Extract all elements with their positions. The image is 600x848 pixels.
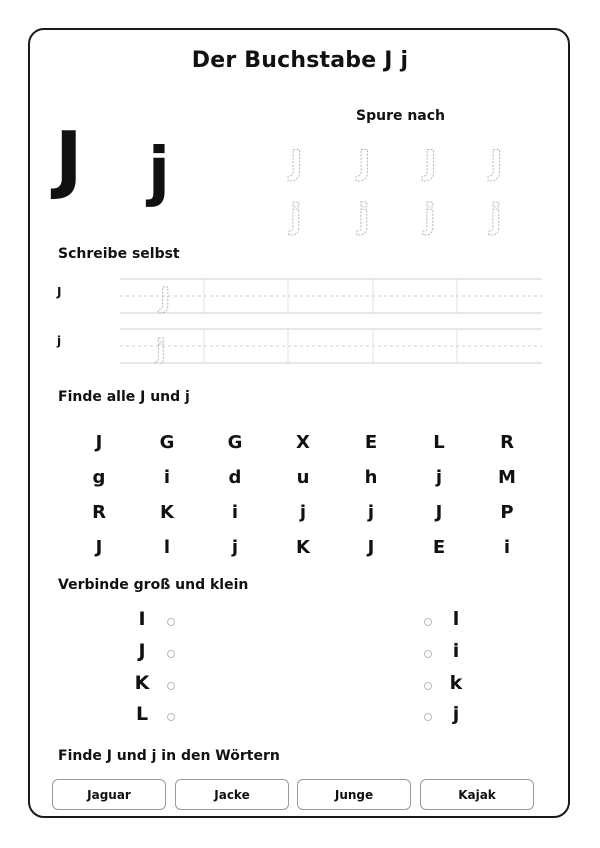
write-example-lower: j xyxy=(156,333,166,364)
svg-text:J: J xyxy=(424,143,437,182)
grid-letter[interactable]: J xyxy=(367,537,375,558)
match-dot-right[interactable] xyxy=(424,618,432,626)
trace-letter-lower[interactable] xyxy=(286,192,346,236)
grid-letter[interactable]: i xyxy=(231,502,239,523)
grid-letter[interactable]: j xyxy=(299,502,307,523)
trace-letter-upper[interactable] xyxy=(420,138,480,182)
match-letter-lower: i xyxy=(452,640,460,662)
word-box[interactable]: Kajak xyxy=(420,779,534,810)
grid-letter[interactable]: J xyxy=(95,537,103,558)
grid-letter[interactable]: i xyxy=(503,537,511,558)
grid-letter[interactable]: j xyxy=(231,537,239,558)
match-letter-lower: l xyxy=(452,608,460,630)
grid-letter[interactable]: h xyxy=(364,467,378,488)
grid-letter[interactable]: j xyxy=(435,467,443,488)
match-dot-left[interactable] xyxy=(167,713,175,721)
match-letter-upper: K xyxy=(134,672,150,694)
grid-letter[interactable]: i xyxy=(163,467,171,488)
grid-letter[interactable]: M xyxy=(498,467,516,488)
word-box[interactable]: Junge xyxy=(297,779,411,810)
svg-text:j: j xyxy=(490,197,502,236)
grid-letter[interactable]: P xyxy=(500,502,514,523)
write-row-label-lower: j xyxy=(57,334,62,348)
svg-text:J: J xyxy=(490,143,503,182)
grid-letter[interactable]: E xyxy=(432,537,446,558)
match-letter-upper: J xyxy=(138,640,146,662)
grid-letter[interactable]: G xyxy=(227,432,243,453)
trace-letter-upper[interactable] xyxy=(486,138,546,182)
trace-letter-upper[interactable] xyxy=(286,138,346,182)
trace-letter-upper[interactable] xyxy=(354,138,414,182)
grid-letter[interactable]: R xyxy=(500,432,514,453)
words-heading: Finde J und j in den Wörtern xyxy=(58,748,280,764)
grid-letter[interactable]: l xyxy=(163,537,171,558)
match-dot-left[interactable] xyxy=(167,618,175,626)
grid-letter[interactable]: j xyxy=(367,502,375,523)
grid-letter[interactable]: d xyxy=(228,467,242,488)
writing-lines-upper[interactable] xyxy=(120,278,542,314)
letter-search-grid xyxy=(64,432,540,572)
match-letter-lower: j xyxy=(452,703,460,725)
trace-heading: Spure nach xyxy=(356,108,446,124)
svg-text:j: j xyxy=(290,197,302,236)
grid-letter[interactable]: R xyxy=(92,502,106,523)
match-letter-lower: k xyxy=(449,672,463,694)
svg-text:J: J xyxy=(358,143,371,182)
trace-letter-lower[interactable] xyxy=(486,192,546,236)
svg-text:J: J xyxy=(290,143,303,182)
match-dot-right[interactable] xyxy=(424,682,432,690)
grid-letter[interactable]: J xyxy=(95,432,103,453)
word-box[interactable]: Jacke xyxy=(175,779,289,810)
grid-letter[interactable]: u xyxy=(296,467,310,488)
grid-letter[interactable]: E xyxy=(364,432,378,453)
worksheet-title: Der Buchstabe J j xyxy=(191,48,409,73)
find-all-heading: Finde alle J und j xyxy=(58,389,190,405)
write-row-label-upper: J xyxy=(57,285,62,299)
svg-text:j: j xyxy=(358,197,370,236)
match-letter-upper: L xyxy=(135,703,149,725)
match-letter-upper: I xyxy=(138,608,146,630)
big-uppercase-letter: J xyxy=(55,116,83,202)
match-dot-left[interactable] xyxy=(167,650,175,658)
grid-letter[interactable]: J xyxy=(435,502,443,523)
grid-letter[interactable]: g xyxy=(92,467,106,488)
trace-grid xyxy=(268,138,532,238)
svg-text:j: j xyxy=(424,197,436,236)
trace-letter-lower[interactable] xyxy=(354,192,414,236)
write-heading: Schreibe selbst xyxy=(58,246,180,262)
word-box[interactable]: Jaguar xyxy=(52,779,166,810)
big-lowercase-letter: j xyxy=(148,135,170,209)
grid-letter[interactable]: X xyxy=(296,432,310,453)
match-dot-right[interactable] xyxy=(424,650,432,658)
match-dot-left[interactable] xyxy=(167,682,175,690)
grid-letter[interactable]: K xyxy=(160,502,174,523)
match-dot-right[interactable] xyxy=(424,713,432,721)
grid-letter[interactable]: K xyxy=(296,537,310,558)
grid-letter[interactable]: G xyxy=(159,432,175,453)
connect-heading: Verbinde groß und klein xyxy=(58,577,249,593)
trace-letter-lower[interactable] xyxy=(420,192,480,236)
grid-letter[interactable]: L xyxy=(433,432,445,453)
writing-lines-lower[interactable] xyxy=(120,328,542,364)
write-example-upper: J xyxy=(160,281,171,314)
